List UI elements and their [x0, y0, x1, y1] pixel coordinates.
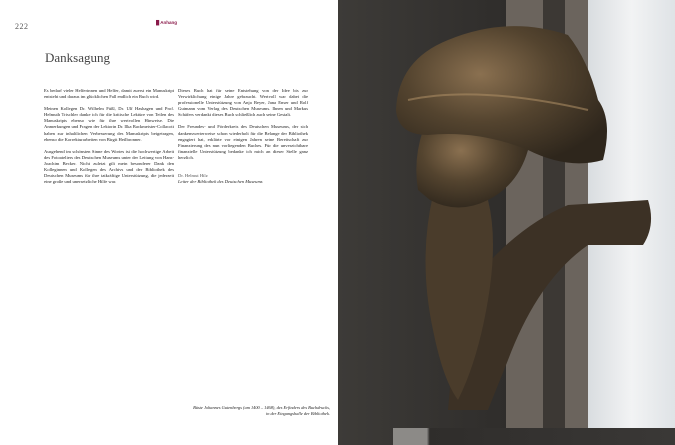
bust-photo — [338, 0, 675, 445]
bust-illustration — [338, 0, 675, 445]
paragraph: Der Freundes- und Förderkreis des Deutschen Museums, der sich dankenswerterweise schon wiederholt für die Belange der Bibliothek engagiert hat, erklärte vor einigen Jahren seine Bereitschaft zur Finanzierung des nun vorliegenden Buches. Für die unverzichtbare finanzielle Unterstützung bedanke ich mich an dieser Stelle ganz herzlich. — [178, 124, 308, 160]
text-column-2 — [178, 88, 308, 185]
paragraph: Dieses Buch hat für seine Entstehung von der Idee bis zur Verwirklichung einige Jahre gebraucht. Wertvoll war dabei die professionelle Unterstützung von Anja Beyer, Jana Enser und Rolf Gutmann vom Verlag des Deutschen Museums. Ihnen und Markus Schäfers verdankt dieses Buch schließlich auch seine Gestalt. — [178, 88, 308, 118]
signature-name: Dr. Helmut Hilz — [178, 173, 208, 179]
pedestal — [393, 428, 675, 445]
signature-role: Leiter der Bibliothek des Deutschen Museums — [178, 179, 263, 185]
paragraph: Meinen Kollegen Dr. Wilhelm Füßl, Dr. Ulf Hashagen und Prof. Helmuth Trischler danke ich für die kritische Lektüre von Teilen des Manuskripts ebenso wie für ihre wertvollen Hinweise. Die Anmerkungen und Fragen der Lektorin Dr. Ilka Backmeister-Collacott haben zur inhaltlichen Verbesserung des Manuskripts beigetragen, ebenso die Korrekturarbeiten von Birgit Heilbronner. — [44, 106, 174, 142]
paragraph: Es bedarf vieler Helferinnen und Helfer, damit zuerst ein Manuskript entsteht und daraus im glücklichen Fall endlich ein Buch wird. — [44, 88, 174, 100]
photo-caption: Büste Johannes Gutenbergs (um 1400 – 1468), des Erfinders des Buchdrucks, in der Eingangshalle der Bibliothek. — [193, 405, 330, 416]
page-title: Danksagung — [45, 50, 110, 65]
signature — [178, 173, 308, 185]
running-head: █ Anhang — [156, 20, 178, 25]
paragraph: Ausgehend im schönsten Sinne des Wortes ist die hochwertige Arbeit des Fotoateliers des Deutschen Museums unter der Leitung von Hans-Joachim Becker. Nicht zuletzt gilt mein besonderer Dank den Kolleginnen und Kollegen des Archivs und der Bibliothek des Deutschen Museums für ihre tatkräftige Unterstützung, die jederzeit eine große und unersetzliche Hilfe war. — [44, 148, 174, 185]
page-number: 222 — [15, 22, 29, 31]
text-column-1 — [44, 88, 174, 191]
